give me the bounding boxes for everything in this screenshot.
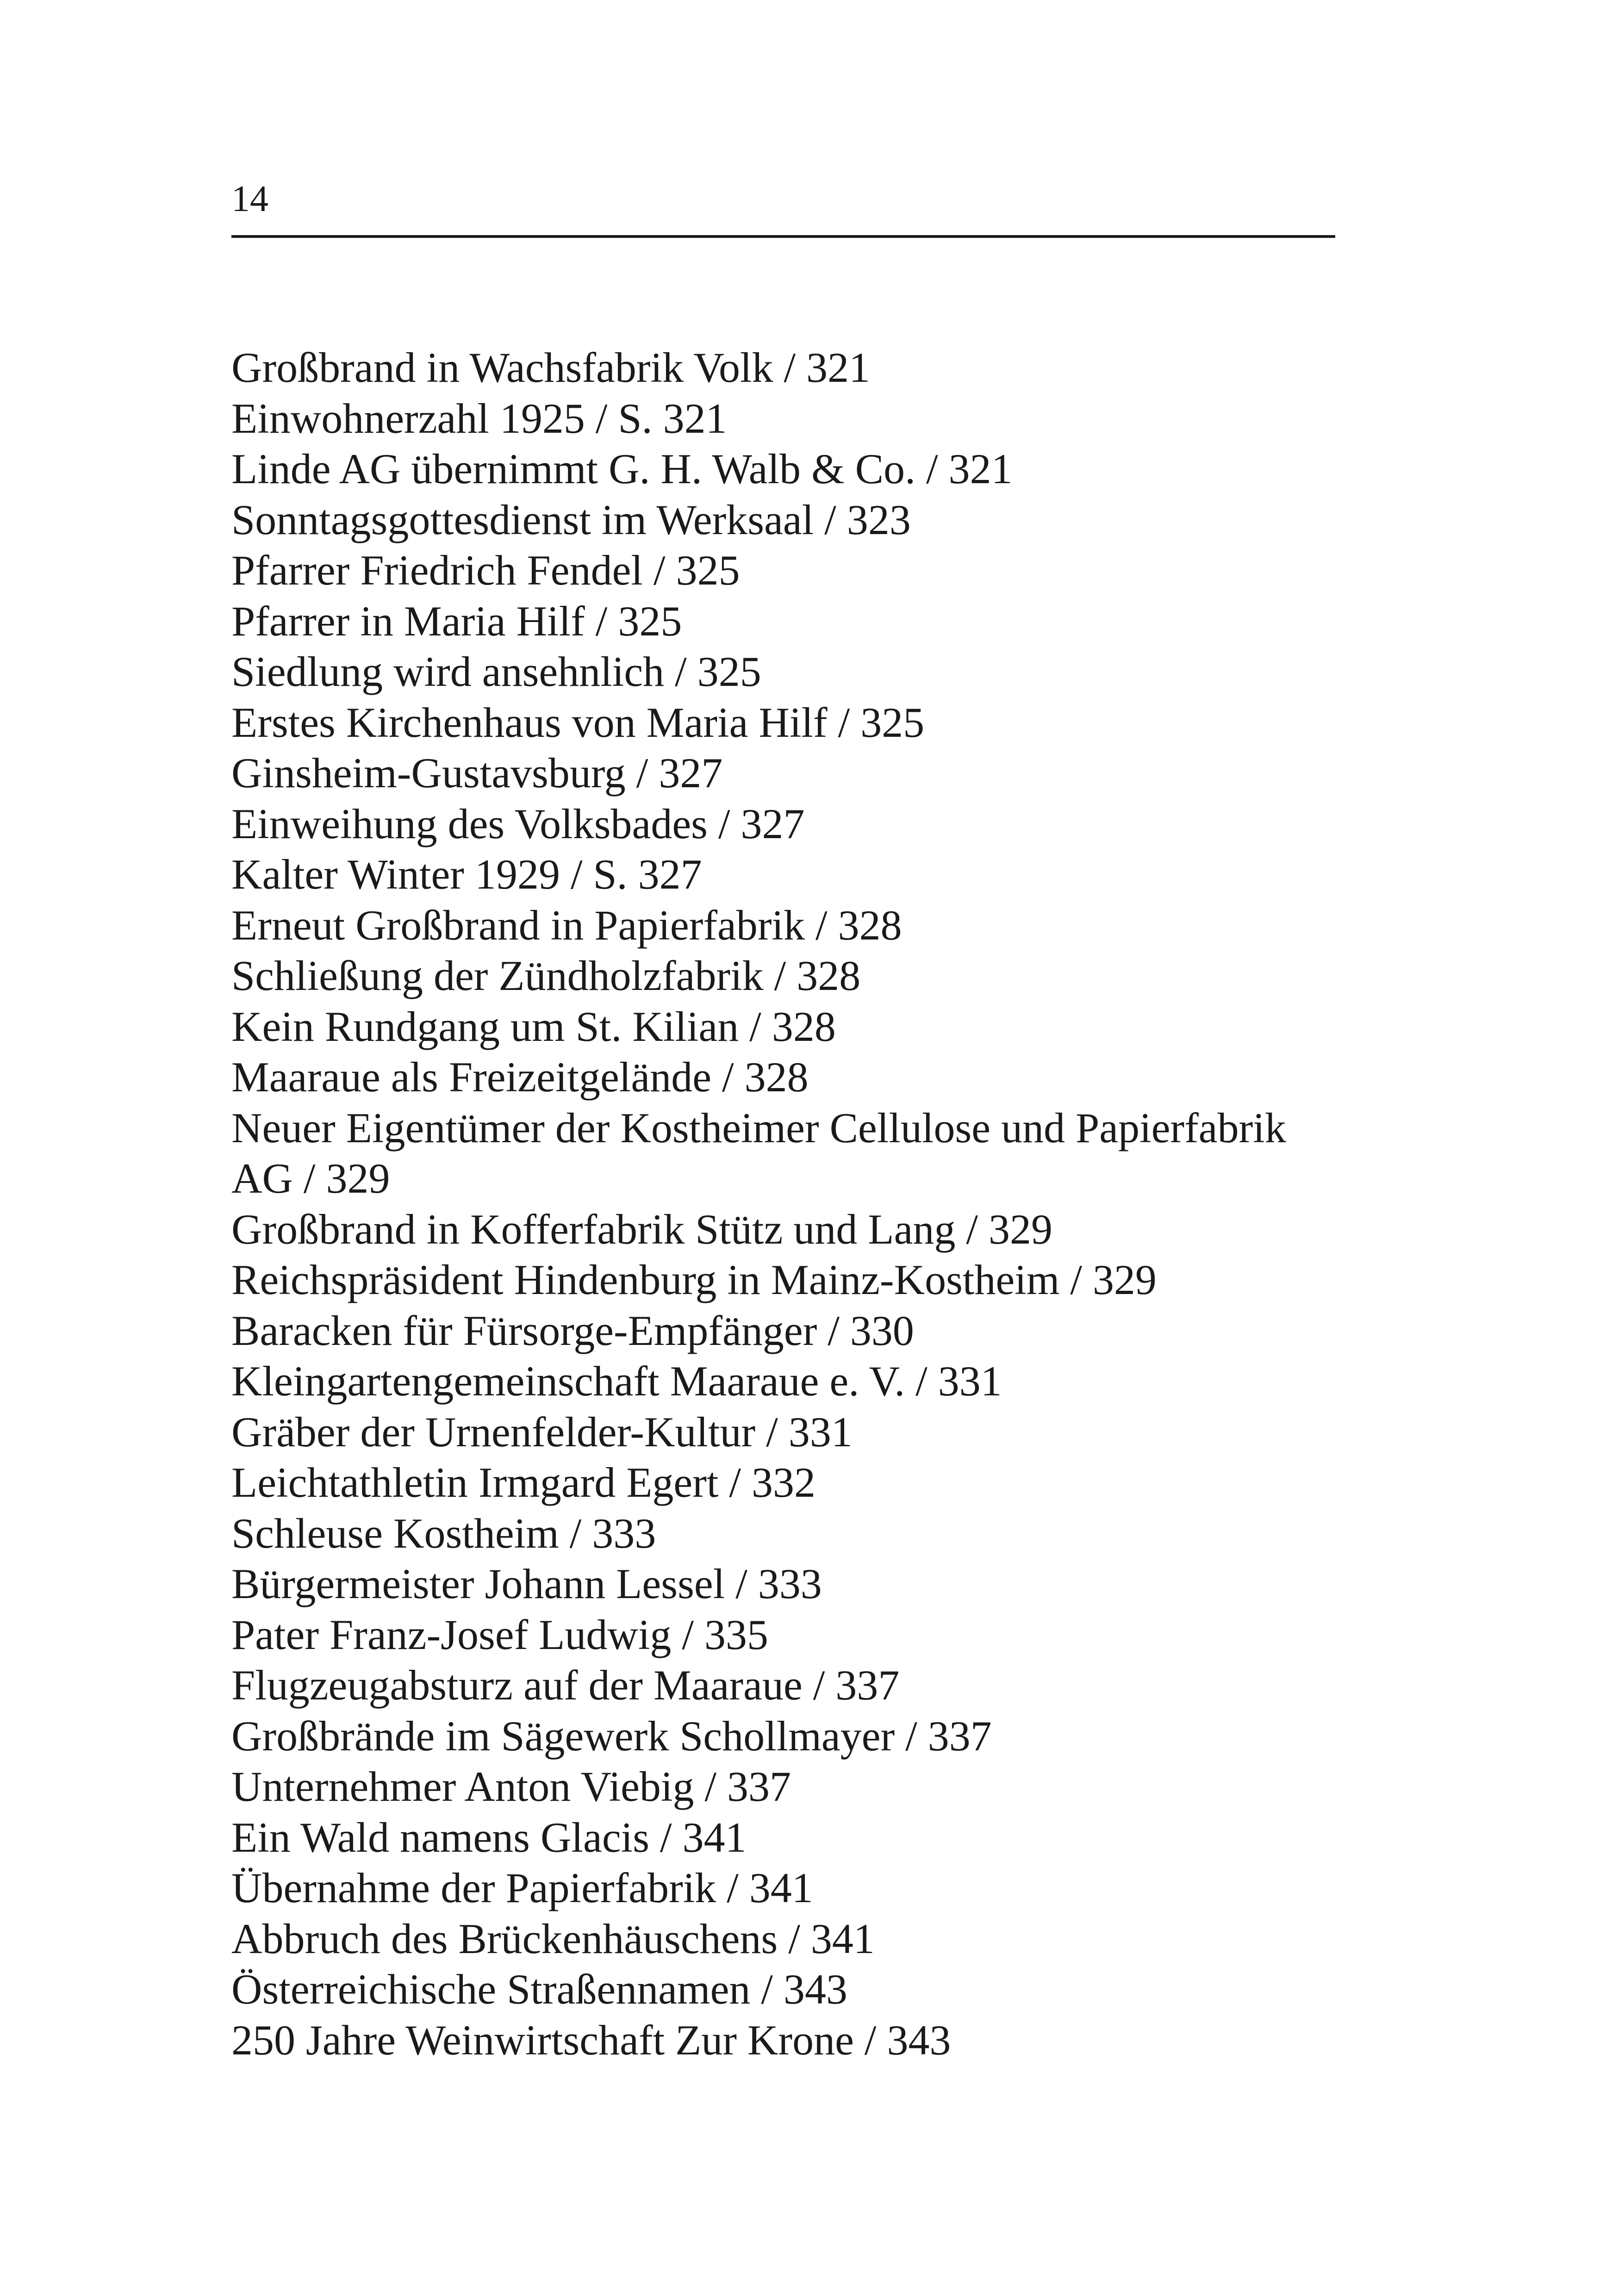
toc-entry: Sonntagsgottesdienst im Werksaal / 323 xyxy=(231,496,911,543)
header-rule xyxy=(231,235,1335,238)
toc-entry: Einweihung des Volksbades / 327 xyxy=(231,800,805,847)
toc-entry: 250 Jahre Weinwirtschaft Zur Krone / 343 xyxy=(231,2016,951,2064)
toc-entry: Erstes Kirchenhaus von Maria Hilf / 325 xyxy=(231,698,925,746)
toc-entry: Linde AG übernimmt G. H. Walb & Co. / 321 xyxy=(231,445,1013,492)
page-number: 14 xyxy=(231,179,268,219)
toc-entry: Pfarrer in Maria Hilf / 325 xyxy=(231,597,682,645)
toc-entry: Baracken für Fürsorge-Empfänger / 330 xyxy=(231,1307,914,1354)
toc-entry: Großbrand in Wachsfabrik Volk / 321 xyxy=(231,344,871,391)
toc-entry: Schließung der Zündholzfabrik / 328 xyxy=(231,952,861,999)
toc-entry: Neuer Eigentümer der Kostheimer Cellulose und Papierfabrik AG / 329 xyxy=(231,1104,1286,1202)
toc-entry: Kein Rundgang um St. Kilian / 328 xyxy=(231,1002,836,1050)
toc-entry: Schleuse Kostheim / 333 xyxy=(231,1509,656,1557)
toc-entry: Kalter Winter 1929 / S. 327 xyxy=(231,851,702,898)
toc-entry: Großbrände im Sägewerk Schollmayer / 337 xyxy=(231,1712,992,1760)
toc-entry: Leichtathletin Irmgard Egert / 332 xyxy=(231,1459,815,1506)
toc-entry: Großbrand in Kofferfabrik Stütz und Lang / 329 xyxy=(231,1205,1053,1253)
toc-entry: Bürgermeister Johann Lessel / 333 xyxy=(231,1560,822,1607)
toc-entry: Pfarrer Friedrich Fendel / 325 xyxy=(231,547,740,594)
toc-entry: Österreichische Straßennamen / 343 xyxy=(231,1966,847,2013)
toc-entry: Reichspräsident Hindenburg in Mainz-Kostheim / 329 xyxy=(231,1256,1157,1303)
toc-entry: Ginsheim-Gustavsburg / 327 xyxy=(231,749,723,796)
toc-entry: Pater Franz-Josef Ludwig / 335 xyxy=(231,1611,768,1658)
toc-entry: Kleingartengemeinschaft Maaraue e. V. / 331 xyxy=(231,1357,1002,1405)
toc-entry: Ein Wald namens Glacis / 341 xyxy=(231,1813,747,1861)
toc-entry: Einwohnerzahl 1925 / S. 321 xyxy=(231,394,727,442)
toc-entry: Siedlung wird ansehnlich / 325 xyxy=(231,648,761,695)
toc-entry: Übernahme der Papierfabrik / 341 xyxy=(231,1864,813,1911)
toc-entry: Abbruch des Brückenhäuschens / 341 xyxy=(231,1915,875,1962)
toc-entry: Unternehmer Anton Viebig / 337 xyxy=(231,1763,791,1810)
toc-entry: Maaraue als Freizeitgelände / 328 xyxy=(231,1053,809,1101)
toc-entry: Flugzeugabsturz auf der Maaraue / 337 xyxy=(231,1661,900,1709)
toc-entry: Gräber der Urnenfelder-Kultur / 331 xyxy=(231,1408,853,1456)
table-of-contents xyxy=(231,342,1342,2066)
toc-entry: Erneut Großbrand in Papierfabrik / 328 xyxy=(231,901,902,949)
